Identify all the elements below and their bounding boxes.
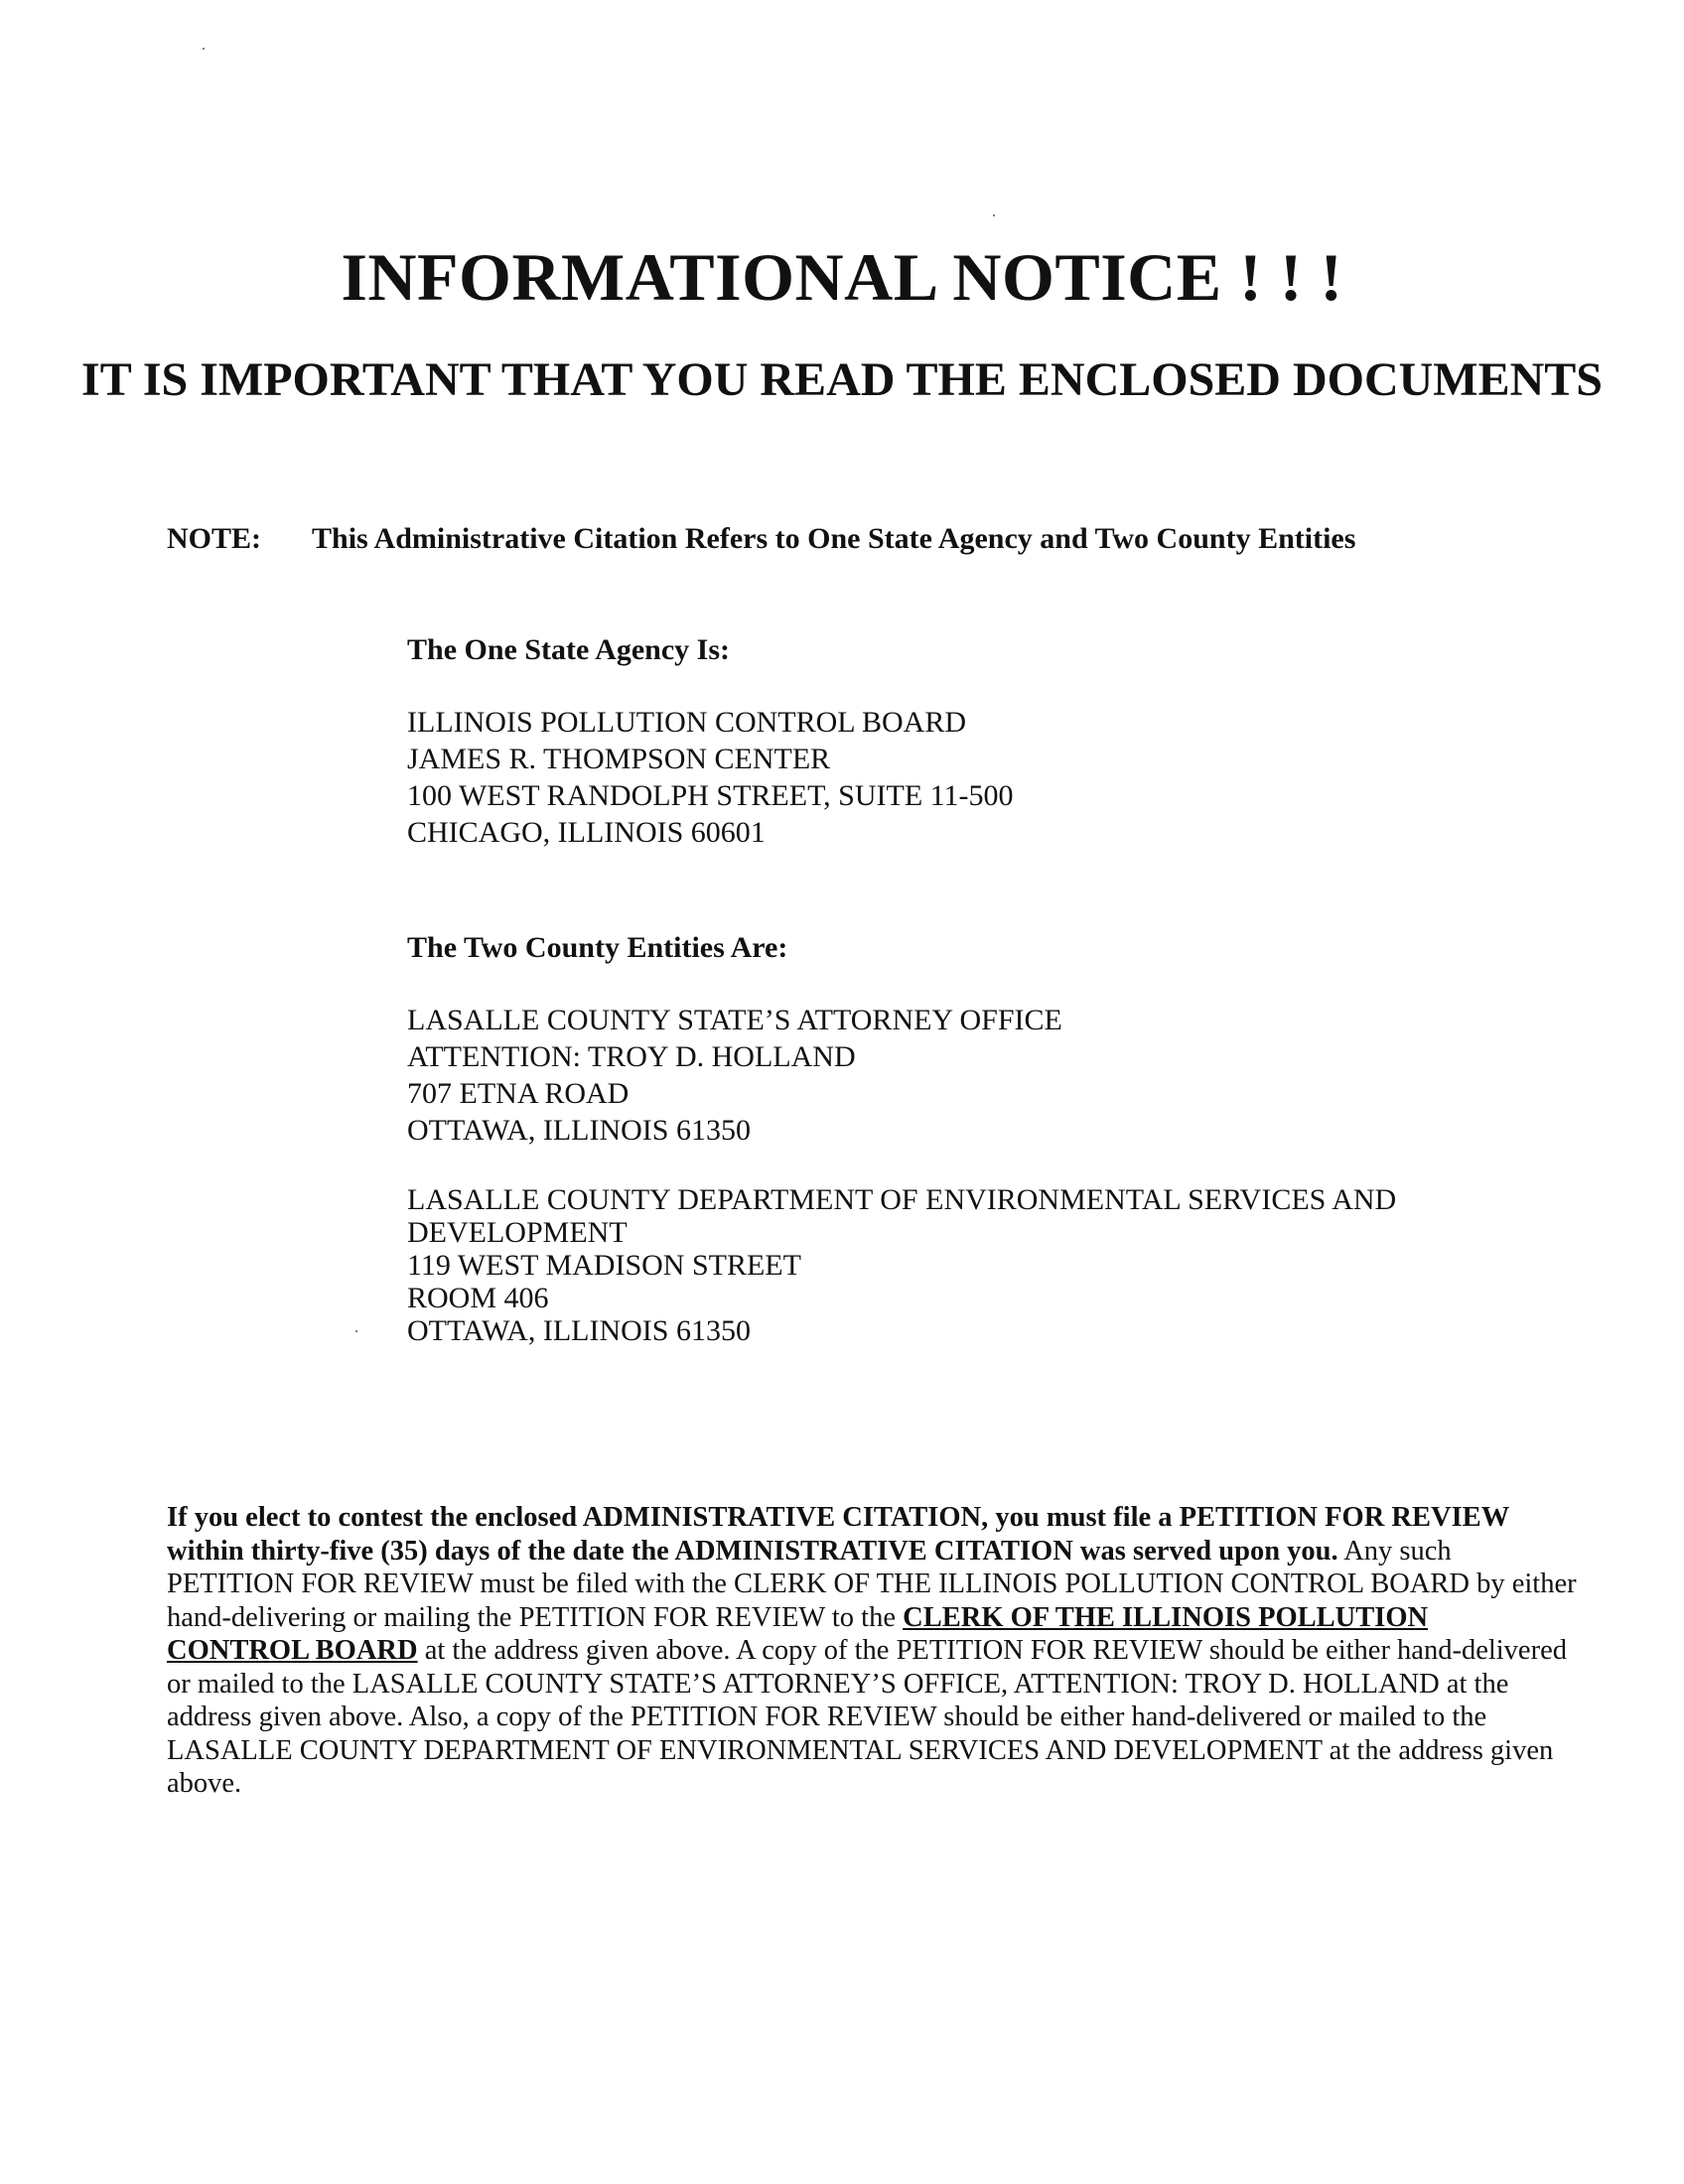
- county-entity-1-address: [407, 1002, 1396, 1149]
- address-line: LASALLE COUNTY STATE’S ATTORNEY OFFICE: [407, 1004, 1062, 1036]
- county-entities-heading: The Two County Entities Are:: [407, 931, 788, 964]
- note-line: [167, 522, 1355, 556]
- address-line: DEVELOPMENT: [407, 1216, 628, 1249]
- instructions-text-1: Any such PETITION FOR REVIEW must be filed with the CLERK OF THE ILLINOIS POLLUTION CONTROL BOARD by either hand-delivering or mailing the PETITION FOR REVIEW to the: [167, 1535, 1577, 1633]
- county-entity-2-address: [407, 1183, 1396, 1347]
- county-entities-section: [407, 929, 1396, 1347]
- address-line: CHICAGO, ILLINOIS 60601: [407, 816, 766, 849]
- clerk-emphasis: CLERK OF THE ILLINOIS POLLUTION CONTROL BOARD: [167, 1601, 1429, 1666]
- scan-speck: [355, 1330, 357, 1332]
- instructions-bold-intro: If you elect to contest the enclosed ADMINISTRATIVE CITATION, you must file a PETITION FOR REVIEW within thirty-five (35) days of the date the ADMINISTRATIVE CITATION was served upon you.: [167, 1502, 1509, 1567]
- address-line: OTTAWA, ILLINOIS 61350: [407, 1114, 751, 1147]
- address-line: ATTENTION: TROY D. HOLLAND: [407, 1040, 856, 1073]
- address-line: 707 ETNA ROAD: [407, 1077, 630, 1110]
- address-line: 119 WEST MADISON STREET: [407, 1249, 801, 1282]
- address-line: ILLINOIS POLLUTION CONTROL BOARD: [407, 706, 967, 739]
- address-line: JAMES R. THOMPSON CENTER: [407, 743, 831, 775]
- state-agency-heading: The One State Agency Is:: [407, 633, 730, 666]
- address-line: 100 WEST RANDOLPH STREET, SUITE 11-500: [407, 779, 1014, 812]
- note-label: NOTE:: [167, 522, 262, 555]
- scan-speck: [993, 214, 995, 216]
- notice-subtitle: IT IS IMPORTANT THAT YOU READ THE ENCLOSED DOCUMENTS: [81, 353, 1603, 406]
- note-text: This Administrative Citation Refers to One State Agency and Two County Entities: [312, 522, 1356, 555]
- address-line: OTTAWA, ILLINOIS 61350: [407, 1314, 751, 1347]
- address-line: LASALLE COUNTY DEPARTMENT OF ENVIRONMENTAL SERVICES AND: [407, 1183, 1397, 1216]
- state-agency-address: [407, 704, 1014, 851]
- address-line: ROOM 406: [407, 1282, 549, 1314]
- state-agency-section: [407, 631, 1014, 851]
- scan-speck: [203, 48, 205, 50]
- notice-title: INFORMATIONAL NOTICE ! ! !: [341, 239, 1343, 315]
- instructions-text-2: at the address given above. A copy of the PETITION FOR REVIEW should be either hand-delivered or mailed to the LASALLE COUNTY STATE’S ATTORNEY’S OFFICE, ATTENTION: TROY D. HOLLAND at the address given above. Also, a copy of the PETITION FOR REVIEW should be either hand-delivered or mailed to the LASALLE COUNTY DEPARTMENT OF ENVIRONMENTAL SERVICES AND DEVELOPMENT at the address given above.: [167, 1635, 1567, 1799]
- petition-instructions: [167, 1501, 1577, 1801]
